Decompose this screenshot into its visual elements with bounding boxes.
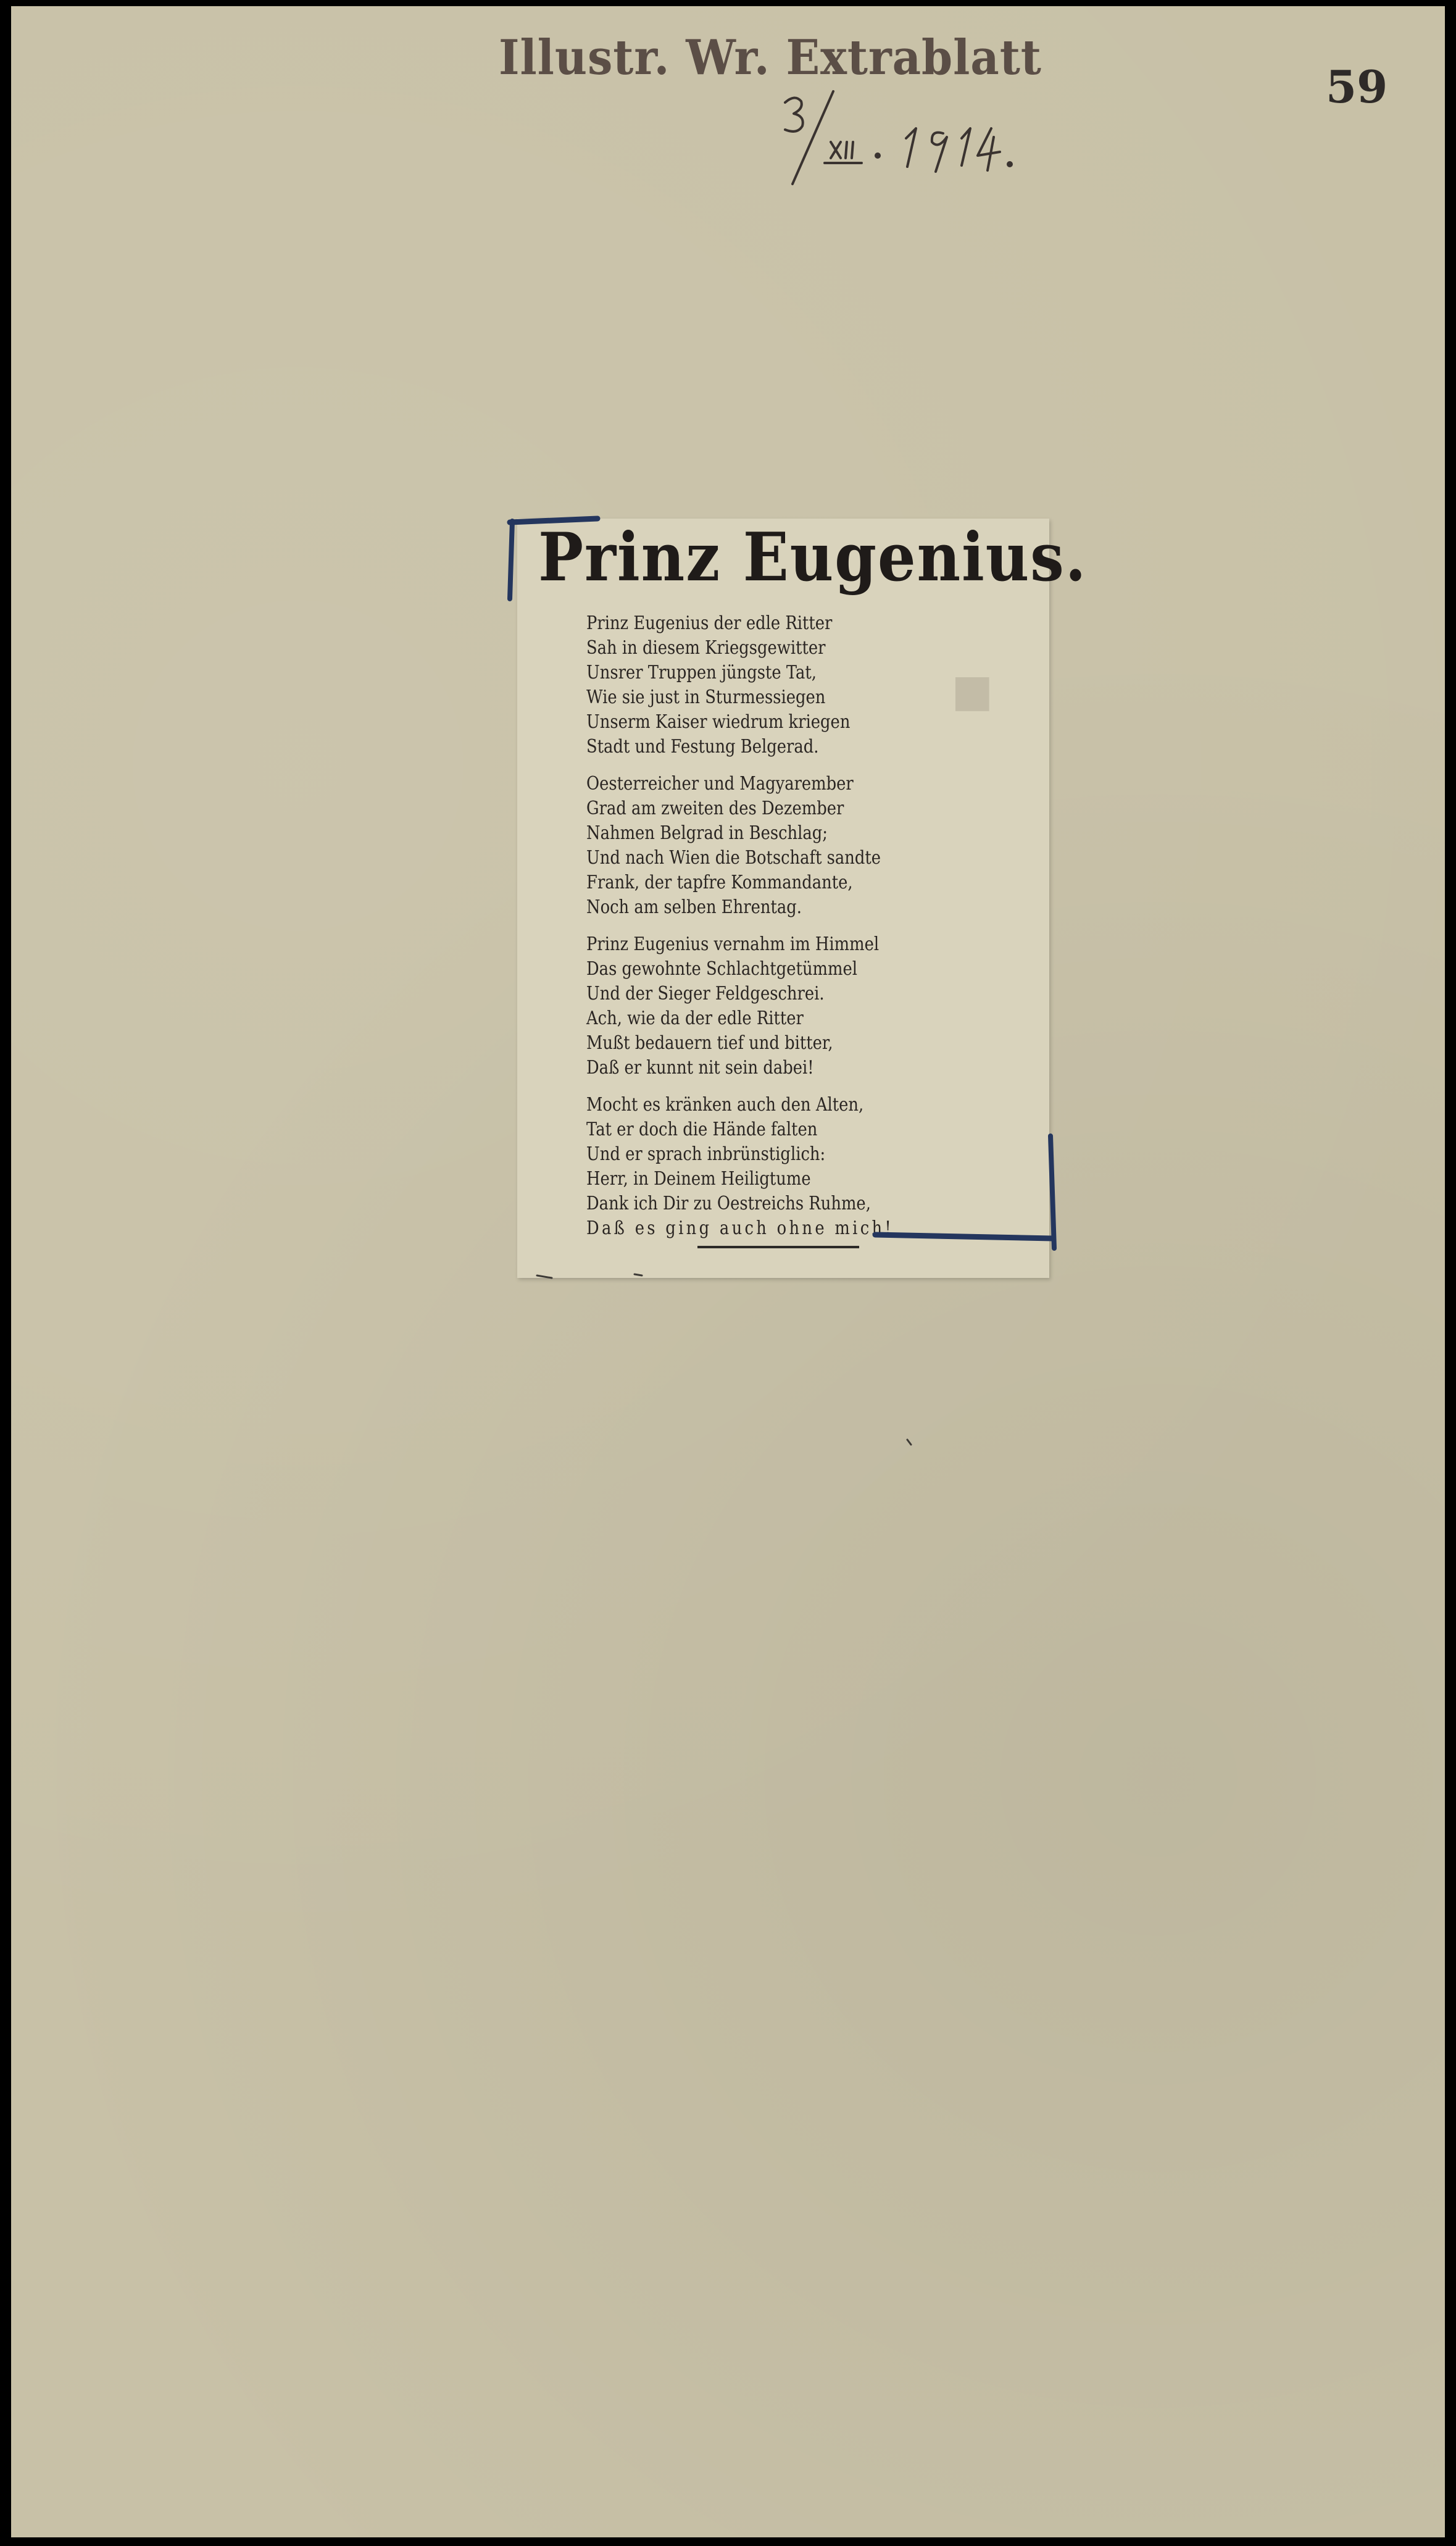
poem-line: Unserm Kaiser wiedrum kriegen <box>586 711 851 733</box>
poem-stanza <box>586 611 968 759</box>
poem-line: Und nach Wien die Botschaft sandte <box>586 847 881 869</box>
poem-line: Unsrer Truppen jüngste Tat, <box>586 662 817 683</box>
newspaper-clipping <box>517 519 1088 1278</box>
poem-line: Und der Sieger Feldgeschrei. <box>586 983 825 1004</box>
poem-line: Mußt bedauern tief und bitter, <box>586 1032 833 1054</box>
poem-stanza <box>586 1093 968 1241</box>
poem-line: Das gewohnte Schlachtgetümmel <box>586 958 858 980</box>
poem-stanza <box>586 932 968 1080</box>
poem-line: Noch am selben Ehrentag. <box>586 896 802 918</box>
poem-line: Oesterreicher und Magyarember <box>586 773 854 795</box>
show-through-decoration: ▪ <box>949 648 996 728</box>
poem-line: Grad am zweiten des Dezember <box>586 798 844 819</box>
poem-line: Daß er kunnt nit sein dabei! <box>586 1057 814 1079</box>
poem-line: Prinz Eugenius vernahm im Himmel <box>586 933 880 955</box>
poem-line: Sah in diesem Kriegsgewitter <box>586 637 826 659</box>
poem-line: Stadt und Festung Belgerad. <box>586 736 819 758</box>
closing-rule <box>697 1246 859 1248</box>
poem-line: Tat er doch die Hände falten <box>586 1119 818 1140</box>
poem-line: Und er sprach inbrünstiglich: <box>586 1143 826 1165</box>
newspaper-stamp: Illustr. Wr. Extrablatt <box>499 30 1042 86</box>
poem-line: Dank ich Dir zu Oestreichs Ruhme, <box>586 1193 871 1214</box>
poem-body <box>586 611 968 1253</box>
poem-line: Ach, wie da der edle Ritter <box>586 1008 804 1029</box>
poem-title: Prinz Eugenius. <box>538 519 1088 596</box>
handwritten-date <box>776 85 1097 190</box>
poem-line: Daß es ging auch ohne mich! <box>586 1217 894 1239</box>
poem-line: Herr, in Deinem Heiligtume <box>586 1168 811 1190</box>
poem-line: Nahmen Belgrad in Beschlag; <box>586 822 828 844</box>
poem-line: Wie sie just in Sturmessiegen <box>586 687 826 708</box>
poem-line: Mocht es kränken auch den Alten, <box>586 1094 864 1116</box>
page-number: 59 <box>1326 61 1388 113</box>
archive-page <box>11 6 1445 2537</box>
poem-line: Frank, der tapfre Kommandante, <box>586 872 853 893</box>
poem-line: Prinz Eugenius der edle Ritter <box>586 612 833 634</box>
poem-stanza <box>586 772 968 920</box>
